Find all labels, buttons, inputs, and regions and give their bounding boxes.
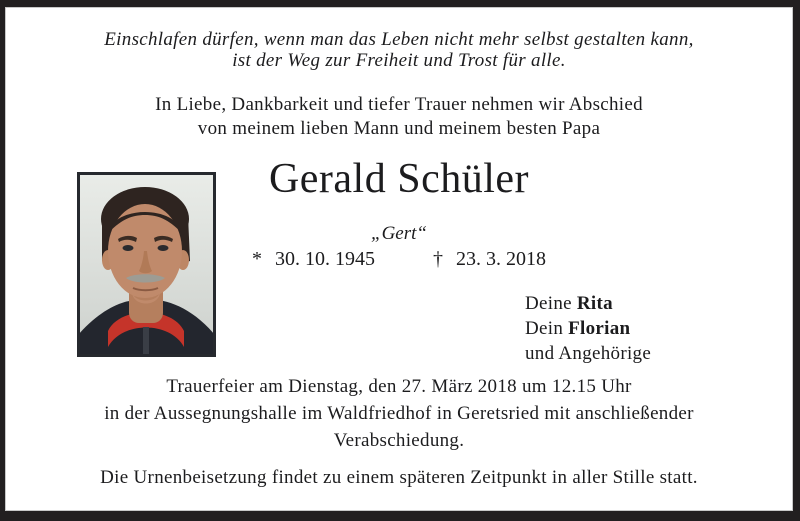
service-line-1: Trauerfeier am Dienstag, den 27. März 2018 um 12.15 Uhr	[166, 376, 632, 397]
mourner-name: Florian	[568, 318, 631, 339]
birth-date-group	[252, 247, 375, 271]
notice-content	[5, 7, 793, 511]
funeral-service-info	[5, 373, 793, 454]
birth-date: 30. 10. 1945	[275, 248, 375, 270]
mourner-line-3: und Angehörige	[525, 343, 652, 364]
intro-text	[5, 93, 793, 141]
epigraph-line-1: Einschlafen dürfen, wenn man das Leben nicht mehr selbst gestalten kann,	[104, 29, 694, 50]
intro-line-2: von meinem lieben Mann und meinem besten Papa	[197, 118, 601, 139]
mourner-line-1	[525, 291, 651, 316]
intro-line-1: In Liebe, Dankbarkeit und tiefer Trauer nehmen wir Abschied	[155, 94, 643, 115]
service-line-3: Verabschiedung.	[333, 430, 465, 451]
mourner-prefix: Dein	[525, 318, 564, 339]
service-line-2: in der Aussegnungshalle im Waldfriedhof in Geretsried mit anschließender	[104, 403, 694, 424]
mourners-block	[525, 291, 651, 366]
deceased-name: Gerald Schüler	[268, 156, 530, 202]
closing-note: Die Urnenbeisetzung findet zu einem späteren Zeitpunkt in aller Stille statt.	[100, 467, 698, 488]
birth-star-symbol: *	[252, 248, 262, 270]
mourner-prefix: Deine	[525, 293, 572, 314]
death-date: 23. 3. 2018	[456, 248, 546, 270]
epigraph-line-2: ist der Weg zur Freiheit und Trost für alle.	[232, 50, 566, 71]
mourner-name: Rita	[576, 293, 613, 314]
epigraph	[5, 29, 793, 71]
life-dates	[5, 247, 793, 271]
deceased-nickname: „Gert“	[371, 223, 427, 244]
death-date-group	[433, 247, 546, 271]
mourner-line-2	[525, 316, 651, 341]
death-cross-symbol: †	[433, 248, 443, 270]
